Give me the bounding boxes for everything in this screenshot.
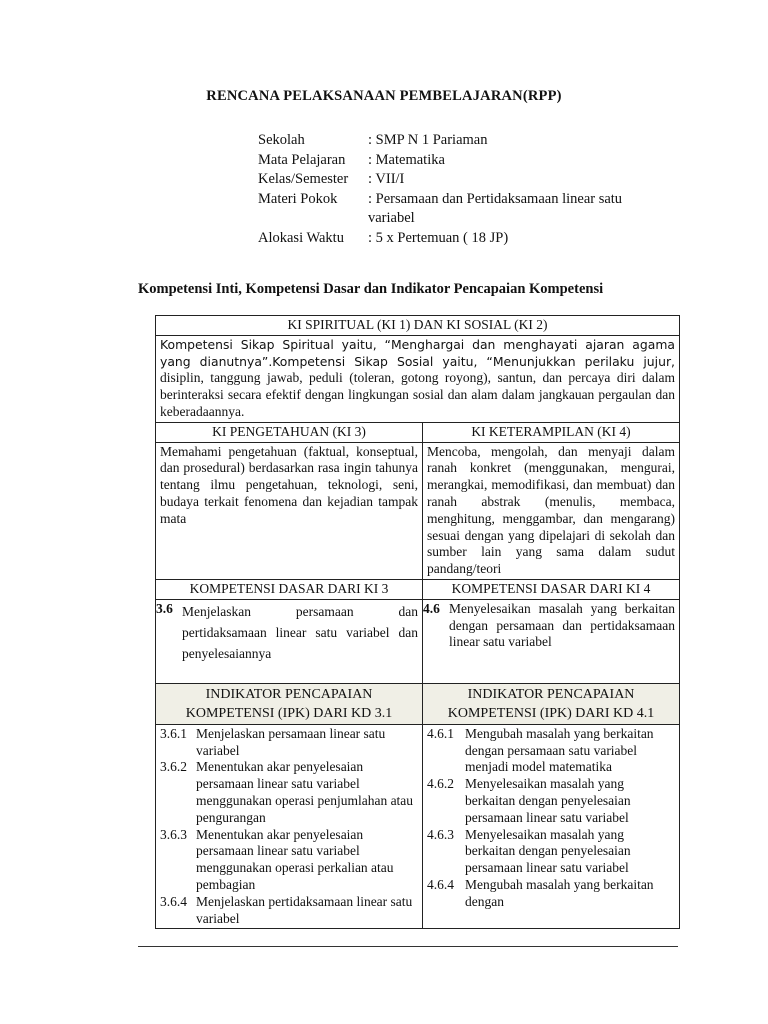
ipk4-text: Menyelesaikan masalah yang berkaitan dengan penyelesaian persamaan linear satu variabel bbox=[465, 826, 631, 876]
info-value: : Persamaan dan Pertidaksamaan linear satu bbox=[368, 190, 623, 207]
ipk3-number: 3.6.1 bbox=[160, 725, 187, 741]
info-key: Kelas/Semester bbox=[258, 171, 349, 187]
kd4-text: Menyelesaikan masalah yang berkaitan dengan persamaan dan pertidaksamaan linear satu variabel bbox=[449, 600, 675, 650]
ipk3-number: 3.6.4 bbox=[160, 893, 187, 909]
ki12-text-serif: disiplin, tanggung jawab, peduli (toleran, gotong royong), santun, dan percaya diri dalam berinteraksi secara efektif dengan lingkungan sosial dan alam dalam jangkauan pergaulan dan keberadaannya. bbox=[160, 370, 675, 419]
ipk3-number: 3.6.3 bbox=[160, 826, 187, 842]
ipk-header-row bbox=[156, 683, 680, 724]
ipk3-cell bbox=[156, 724, 423, 929]
ipk4-number: 4.6.4 bbox=[427, 876, 454, 892]
info-key: Alokasi Waktu bbox=[258, 229, 344, 246]
competency-table bbox=[155, 315, 680, 929]
ipk-body-row bbox=[156, 724, 680, 929]
kd-header-row bbox=[156, 579, 680, 599]
info-key: Mata Pelajaran bbox=[258, 151, 346, 168]
ipk3-header-line1: INDIKATOR PENCAPAIAN bbox=[205, 686, 373, 702]
ki12-text-sans: Kompetensi Sikap Spiritual yaitu, “Menghargai dan menghayati ajaran agama yang dianutnya”.Kompetensi Sikap Sosial yaitu, “Menunjukkan perilaku jujur, bbox=[160, 336, 675, 369]
ki12-header-row bbox=[156, 316, 680, 336]
ipk3-text: Menjelaskan pertidaksamaan linear satu variabel bbox=[196, 893, 413, 926]
ipk4-item bbox=[427, 827, 675, 877]
info-row-class bbox=[258, 170, 678, 190]
ipk4-header bbox=[423, 683, 680, 724]
ipk4-text: Menyelesaikan masalah yang berkaitan dengan penyelesaian persamaan linear satu variabel bbox=[465, 776, 631, 825]
ki34-header-row bbox=[156, 422, 680, 442]
ipk4-header-line1: INDIKATOR PENCAPAIAN bbox=[467, 686, 635, 702]
ki12-body-row bbox=[156, 335, 680, 422]
ipk3-item bbox=[160, 827, 418, 894]
kd3-item bbox=[156, 600, 418, 664]
ipk4-item bbox=[427, 877, 675, 911]
ipk3-text: Menentukan akar penyelesaian persamaan linear satu variabel menggunakan operasi perkalian atau pembagian bbox=[196, 826, 394, 892]
ipk4-number: 4.6.3 bbox=[427, 826, 454, 842]
ki4-header: KI KETERAMPILAN (KI 4) bbox=[423, 422, 680, 442]
kd4-header: KOMPETENSI DASAR DARI KI 4 bbox=[423, 579, 680, 599]
kd3-header: KOMPETENSI DASAR DARI KI 3 bbox=[156, 579, 423, 599]
ipk4-item bbox=[427, 726, 675, 776]
ipk3-text: Menentukan akar penyelesaian persamaan linear satu variabel menggunakan operasi penjumlahan atau pengurangan bbox=[196, 759, 414, 825]
info-value-continuation: variabel bbox=[368, 210, 415, 226]
info-row-time bbox=[258, 229, 678, 249]
ipk4-item bbox=[427, 776, 675, 826]
ipk3-item bbox=[160, 894, 418, 928]
identity-block bbox=[258, 131, 678, 248]
kd-body-row bbox=[156, 599, 680, 683]
ki4-text: Mencoba, mengolah, dan menyaji dalam ranah konkret (menggunakan, mengurai, merangkai, memodifikasi, dan membuat) dan ranah abstrak (menulis, membaca, menghitung, menggambar, dan mengarang) sesuai dengan yang dipelajari di sekolah dan sumber lain yang sama dalam sudut pandang/teori bbox=[423, 442, 680, 579]
ipk4-cell bbox=[423, 724, 680, 929]
info-row-school bbox=[258, 131, 678, 151]
ipk4-text: Mengubah masalah yang berkaitan dengan bbox=[465, 876, 654, 909]
kd4-cell bbox=[423, 599, 680, 683]
info-key: Materi Pokok bbox=[258, 190, 338, 207]
kd4-item bbox=[423, 600, 675, 651]
ki12-header: KI SPIRITUAL (KI 1) DAN KI SOSIAL (KI 2) bbox=[156, 316, 680, 336]
info-row-subject bbox=[258, 151, 678, 171]
info-value: : SMP N 1 Pariaman bbox=[368, 132, 488, 148]
ipk3-header bbox=[156, 683, 423, 724]
ki34-body-row bbox=[156, 442, 680, 579]
ipk3-header-line2: KOMPETENSI (IPK) DARI KD 3.1 bbox=[185, 705, 393, 721]
kd3-number: 3.6 bbox=[156, 600, 173, 616]
ipk3-item bbox=[160, 759, 418, 826]
footer-divider bbox=[138, 946, 678, 947]
ipk3-number: 3.6.2 bbox=[160, 759, 187, 775]
ki12-text bbox=[156, 335, 680, 422]
info-row-topic bbox=[258, 190, 678, 210]
ipk4-number: 4.6.1 bbox=[427, 725, 454, 741]
info-value: : VII/I bbox=[368, 171, 405, 187]
info-key: Sekolah bbox=[258, 132, 305, 148]
ipk4-text: Mengubah masalah yang berkaitan dengan persamaan satu variabel menjadi model matematika bbox=[465, 725, 654, 775]
ipk3-text: Menjelaskan persamaan linear satu variabel bbox=[196, 725, 386, 758]
info-value: : 5 x Pertemuan ( 18 JP) bbox=[368, 229, 509, 246]
info-value: : Matematika bbox=[368, 151, 445, 168]
ipk3-item bbox=[160, 726, 418, 760]
kd3-cell bbox=[156, 599, 423, 683]
document-title: RENCANA PELAKSANAAN PEMBELAJARAN(RPP) bbox=[206, 88, 562, 104]
kd3-text: Menjelaskan persamaan dan pertidaksamaan linear satu variabel dan penyelesaiannya bbox=[182, 603, 418, 661]
ki3-header: KI PENGETAHUAN (KI 3) bbox=[156, 422, 423, 442]
ipk4-number: 4.6.2 bbox=[427, 776, 454, 792]
kd4-number: 4.6 bbox=[423, 600, 440, 616]
ipk4-header-line2: KOMPETENSI (IPK) DARI KD 4.1 bbox=[447, 705, 655, 721]
ki3-text: Memahami pengetahuan (faktual, konseptual, dan prosedural) berdasarkan rasa ingin tahunya tentang ilmu pengetahuan, teknologi, seni, budaya terkait fenomena dan kejadian tampak mata bbox=[156, 442, 423, 579]
competency-heading: Kompetensi Inti, Kompetensi Dasar dan Indikator Pencapaian Kompetensi bbox=[138, 281, 604, 297]
